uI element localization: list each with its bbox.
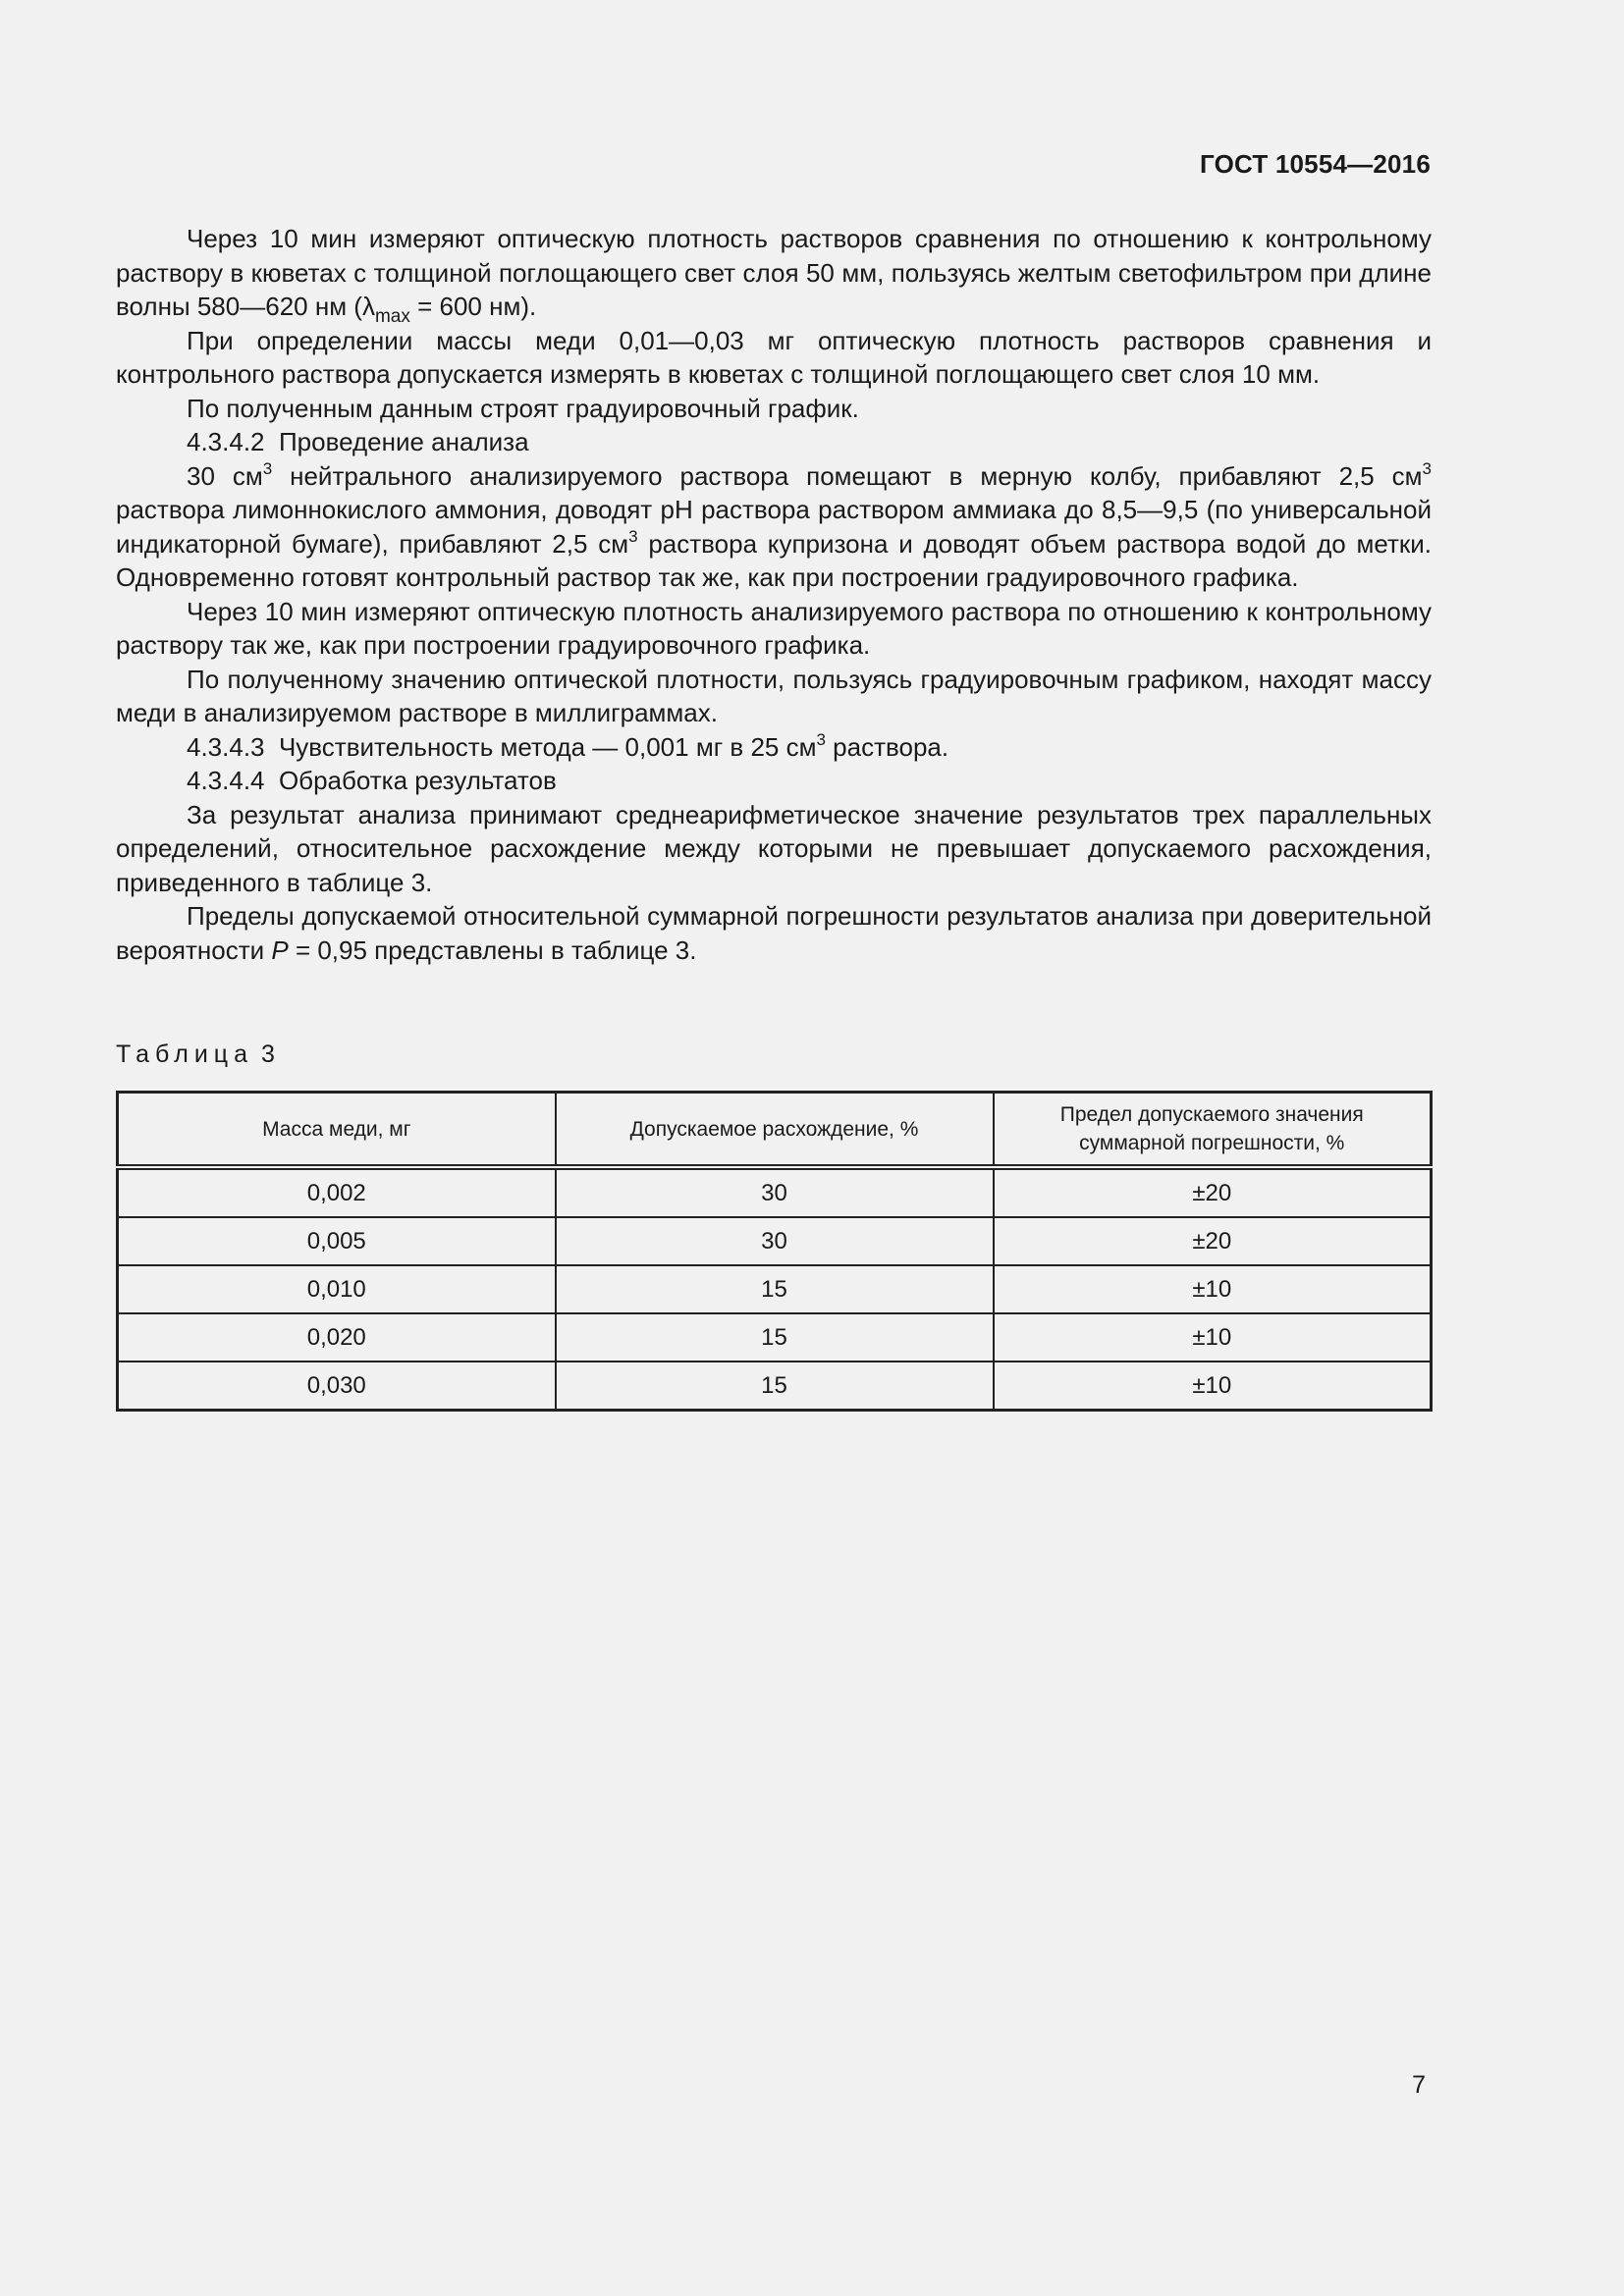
table-cell: ±20 xyxy=(994,1217,1432,1265)
body-text xyxy=(116,222,1432,967)
paragraph: По полученному значению оптической плотности, пользуясь градуировочным графиком, находят массу меди в анализируемом растворе в миллиграммах. xyxy=(116,664,1432,727)
paragraph: За результат анализа принимают среднеарифметическое значение результатов трех параллельных определений, относительное расхождение между которыми не превышает допускаемого расхождения, приведенного в таблице 3. xyxy=(116,799,1432,897)
table-cell: ±10 xyxy=(994,1362,1432,1411)
column-header: Предел допускаемого значения суммарной погрешности, % xyxy=(994,1093,1432,1168)
paragraph: Через 10 мин измеряют оптическую плотность анализируемого раствора по отношению к контрольному раствору так же, как при построении градуировочного графика. xyxy=(116,596,1432,660)
table-cell: ±10 xyxy=(994,1265,1432,1313)
column-header: Масса меди, мг xyxy=(118,1093,556,1168)
column-header: Допускаемое расхождение, % xyxy=(556,1093,994,1168)
paragraph: 30 $см^3$ нейтрального анализируемого раствора помещают в мерную колбу, прибавляют 2,5 $см^3$ раствора лимоннокислого аммония, доводят pH раствора раствором аммиака до 8,5—9,5 (по универсальной индикаторной бумаге), прибавляют 2,5 $см^3$ раствора купризона и доводят объем раствора водой до метки. Одновременно готовят контрольный раствор так же, как при построении градуировочного графика. xyxy=(116,458,1432,592)
table-row xyxy=(118,1313,1432,1362)
table-cell: 0,030 xyxy=(118,1362,556,1411)
table-cell: 0,002 xyxy=(118,1167,556,1217)
table-row xyxy=(118,1362,1432,1411)
section-heading: 4.3.4.4 Обработка результатов xyxy=(187,766,557,795)
table-row xyxy=(118,1217,1432,1265)
page-number: 7 xyxy=(1412,2071,1426,2099)
paragraph: По полученным данным строят градуировочный график. xyxy=(187,393,859,423)
table-cell: 0,020 xyxy=(118,1313,556,1362)
table-cell: 0,010 xyxy=(118,1265,556,1313)
table-cell: 15 xyxy=(556,1313,994,1362)
table-row xyxy=(118,1265,1432,1313)
section-heading: 4.3.4.2 Проведение анализа xyxy=(187,427,529,456)
document-id: ГОСТ 10554—2016 xyxy=(1200,149,1431,179)
table-cell: ±20 xyxy=(994,1167,1432,1217)
table-cell: 15 xyxy=(556,1362,994,1411)
table-header-row xyxy=(118,1093,1432,1168)
table-cell: 15 xyxy=(556,1265,994,1313)
table-caption: Таблица 3 xyxy=(116,1041,275,1068)
table-cell: 30 xyxy=(556,1167,994,1217)
paragraph: При определении массы меди 0,01—0,03 мг оптическую плотность растворов сравнения и контрольного раствора допускается измерять в кюветах с толщиной поглощающего свет слоя 10 мм. xyxy=(116,325,1432,389)
table-row xyxy=(118,1167,1432,1217)
table-cell: 0,005 xyxy=(118,1217,556,1265)
results-table xyxy=(116,1091,1433,1412)
paragraph: Пределы допускаемой относительной суммарной погрешности результатов анализа при доверительной вероятности P = 0,95 представлены в таблице 3. xyxy=(116,901,1432,965)
paragraph: Через 10 мин измеряют оптическую плотность растворов сравнения по отношению к контрольному раствору в кюветах с толщиной поглощающего свет слоя 50 мм, пользуясь желтым светофильтром при длине волны 580—620 нм ($\lambda_{max} = 600$ нм). xyxy=(116,224,1432,327)
table-cell: ±10 xyxy=(994,1313,1432,1362)
table-cell: 30 xyxy=(556,1217,994,1265)
section-heading: 4.3.4.3 Чувствительность метода — 0,001 мг в 25 $см^3$ раствора. xyxy=(187,729,949,762)
